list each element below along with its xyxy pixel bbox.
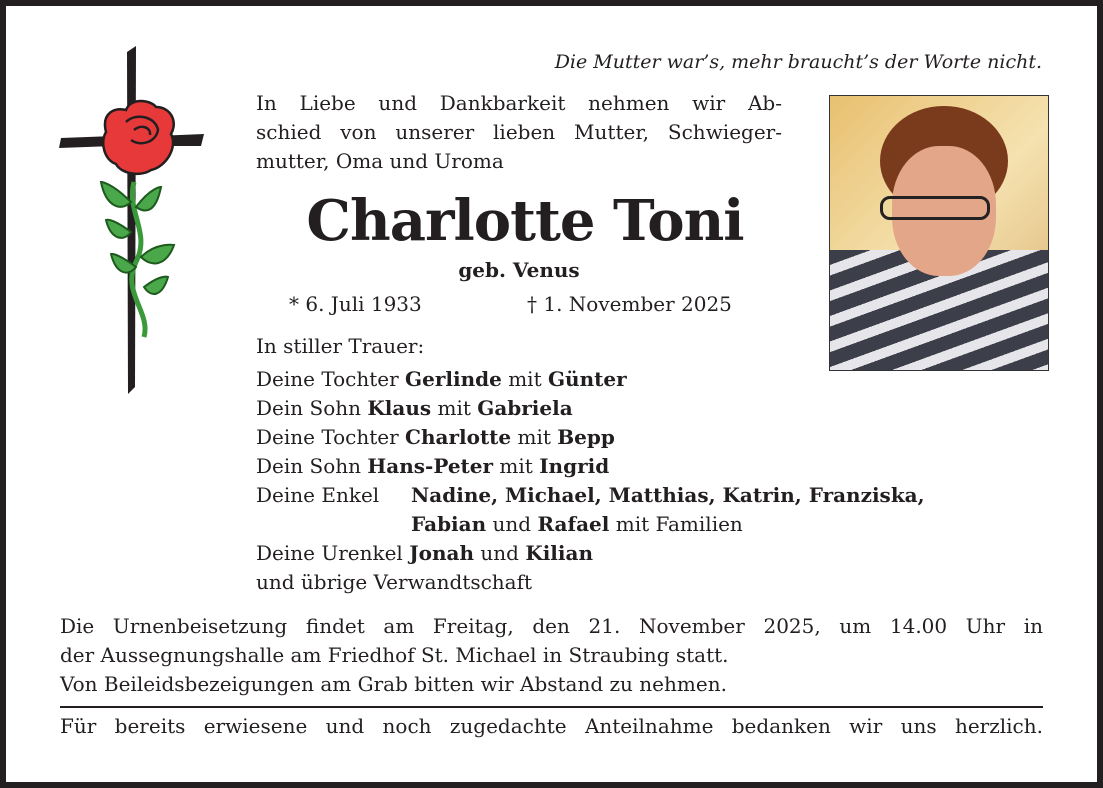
grandchildren-label: Deine Enkel [256, 483, 380, 507]
maiden-name: geb. Venus [458, 258, 580, 282]
relatives-line: und übrige Verwandtschaft [256, 570, 533, 594]
mourner-line: Deine Tochter Gerlinde mit Günter [256, 367, 627, 391]
deceased-name: Charlotte Toni [306, 188, 744, 254]
portrait-photo [829, 95, 1049, 371]
intro-line: schied von unserer lieben Mutter, Schwieger- [256, 120, 782, 144]
mourner-line: Dein Sohn Hans-Peter mit Ingrid [256, 454, 610, 478]
intro-line: In Liebe und Dankbarkeit nehmen wir Ab- [256, 91, 782, 115]
thanks-line: Für bereits erwiesene und noch zugedachte Anteilnahme bedanken wir uns herzlich. [60, 714, 1043, 738]
cross-with-rose-icon [56, 42, 216, 402]
death-date: † 1. November 2025 [527, 292, 732, 316]
intro-line: mutter, Oma und Uroma [256, 149, 504, 173]
funeral-line: der Aussegnungshalle am Friedhof St. Michael in Straubing statt. [60, 643, 729, 667]
funeral-line: Von Beileidsbezeigungen am Grab bitten wir Abstand zu nehmen. [60, 672, 727, 696]
quote: Die Mutter war’s, mehr braucht’s der Worte nicht. [554, 51, 1042, 73]
funeral-line: Die Urnenbeisetzung findet am Freitag, den 21. November 2025, um 14.00 Uhr in [60, 614, 1043, 638]
great-grandchildren-line: Deine Urenkel Jonah und Kilian [256, 541, 593, 565]
mourner-line: Dein Sohn Klaus mit Gabriela [256, 396, 573, 420]
divider [60, 706, 1043, 708]
grandchildren-names: Nadine, Michael, Matthias, Katrin, Franziska, [411, 483, 925, 507]
birth-date: * 6. Juli 1933 [289, 292, 422, 316]
mourner-line: Deine Tochter Charlotte mit Bepp [256, 425, 615, 449]
mourning-title: In stiller Trauer: [256, 334, 425, 358]
grandchildren-names-2: Fabian und Rafael mit Familien [411, 512, 743, 536]
